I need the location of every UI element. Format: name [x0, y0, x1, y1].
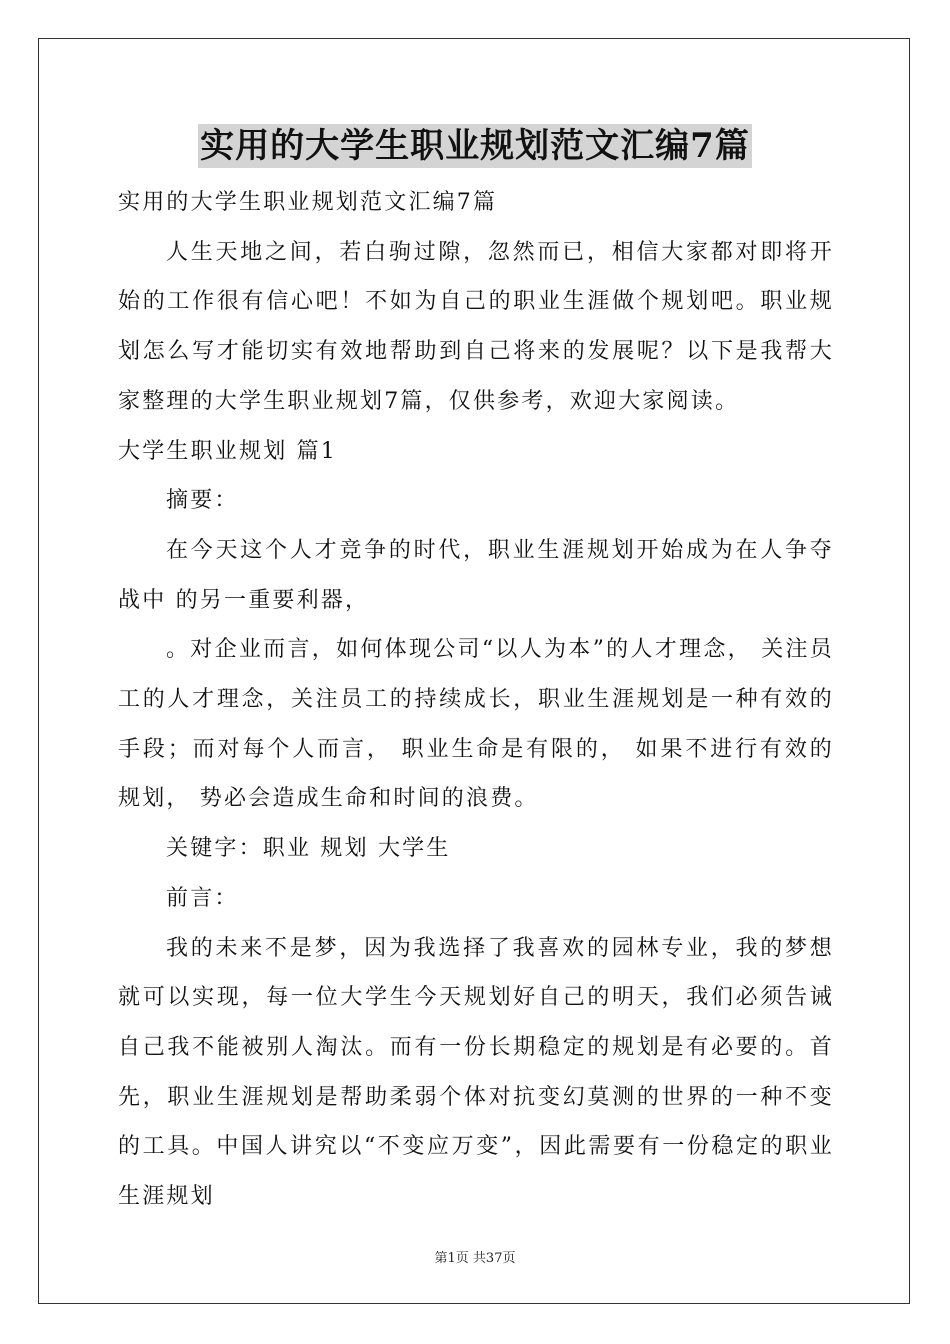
keywords-line: 关键字：职业 规划 大学生 — [166, 836, 451, 862]
preface-label: 前言： — [166, 885, 239, 911]
section-heading: 大学生职业规划 篇1 — [118, 438, 337, 464]
document-body — [118, 178, 834, 1222]
preface-paragraph: 我的未来不是梦，因为我选择了我喜欢的园林专业，我的梦想就可以实现，每一位大学生今天规划好自己的明天，我们必须告诫自己我不能被别人淘汰。而有一份长期稳定的规划是有必要的。首先，职业生涯规划是帮助柔弱个体对抗变幻莫测的世界的一种不变的工具。中国人讲究以“不变应万变”，因此需要有一份稳定的职业生涯规划 — [118, 935, 834, 1210]
abstract-paragraph-1: 在今天这个人才竞争的时代，职业生涯规划开始成为在人争夺战中 的另一重要利器， — [118, 537, 834, 613]
intro-paragraph: 人生天地之间，若白驹过隙，忽然而已，相信大家都对即将开始的工作很有信心吧！不如为自己的职业生涯做个规划吧。职业规划怎么写才能切实有效地帮助到自己将来的发展呢？以下是我帮大家整理的大学生职业规划7篇，仅供参考，欢迎大家阅读。 — [118, 239, 834, 414]
abstract-label: 摘要： — [166, 488, 239, 514]
document-title: 实用的大学生职业规划范文汇编7篇 — [200, 126, 750, 166]
page-footer: 第1页 共37页 — [434, 1251, 516, 1266]
subtitle: 实用的大学生职业规划范文汇编7篇 — [118, 190, 498, 215]
abstract-paragraph-2: 。对企业而言，如何体现公司“以人为本”的人才理念， 关注员工的人才理念，关注员工的持续成长，职业生涯规划是一种有效的手段；而对每个人而言， 职业生命是有限的， 如果不进行有效的规划， 势必会造成生命和时间的浪费。 — [118, 637, 834, 812]
title-container — [0, 124, 950, 168]
